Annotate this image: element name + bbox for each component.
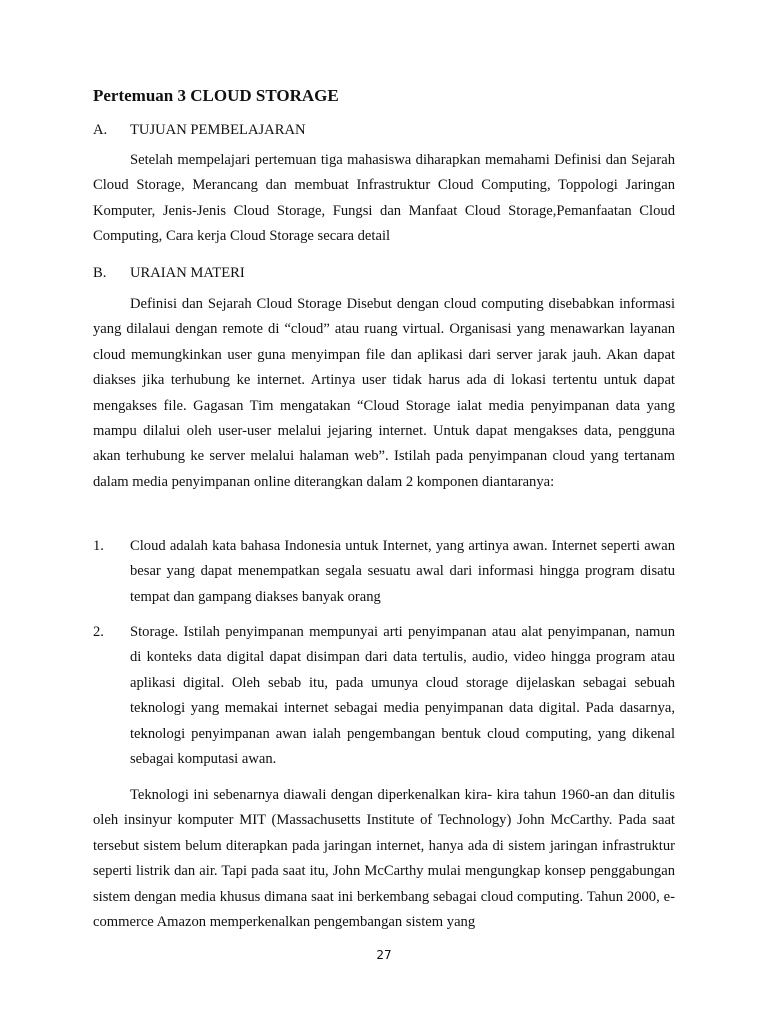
section-a-title: TUJUAN PEMBELAJARAN [130,122,306,138]
section-a-letter: A. [93,122,108,138]
list-item-text: Cloud adalah kata bahasa Indonesia untuk Internet, yang artinya awan. Internet seperti awan besar yang dapat menempatkan segala sesuatu awal dari informasi hingga program disatu tempat dan gampang diakses banyak orang [130,538,675,605]
section-a-paragraph: Setelah mempelajari pertemuan tiga mahasiswa diharapkan memahami Definisi dan Sejarah Cloud Storage, Merancang dan membuat Infrastruktur Cloud Computing, Toppologi Jaringan Komputer, Jenis-Jenis Cloud Storage, Fungsi dan Manfaat Cloud Storage,Pemanfaatan Cloud Computing, Cara kerja Cloud Storage secara detail [93,152,675,245]
list-item-number: 1. [93,538,104,554]
closing-paragraph: Teknologi ini sebenarnya diawali dengan diperkenalkan kira- kira tahun 1960-an dan ditulis oleh insinyur komputer MIT (Massachusetts Institute of Technology) John McCarthy. Pada saat tersebut sistem belum diterapkan pada jaringan internet, hanya ada di sistem jaringan infrastruktur seperti listrik dan air. Tapi pada saat itu, John McCarthy mulai mengungkap konsep penggabungan sistem dengan media khusus dimana saat ini berkembang sebagai cloud computing. Tahun 2000, e-commerce Amazon memperkenalkan pengembangan sistem yang [93,787,675,931]
list-item [93,534,675,610]
section-a-heading [93,122,306,139]
section-b-title: URAIAN MATERI [130,265,245,281]
section-b-letter: B. [93,265,107,281]
section-b-heading [93,265,245,282]
list-item-number: 2. [93,624,104,640]
page-number: 27 [376,948,392,962]
page-title: Pertemuan 3 CLOUD STORAGE [93,86,339,105]
list-item-text: Storage. Istilah penyimpanan mempunyai arti penyimpanan atau alat penyimpanan, namun di konteks data digital dapat disimpan dari data tertulis, audio, video hingga program atau aplikasi digital. Oleh sebab itu, pada umunya cloud storage dijelaskan sebagai sebuah teknologi yang memakai internet sebagai media penyimpanan data digital. Pada dasarnya, teknologi penyimpanan awan ialah pengembangan bentuk cloud computing, yang dikenal sebagai komputasi awan. [130,624,675,768]
section-b-paragraph: Definisi dan Sejarah Cloud Storage Disebut dengan cloud computing disebabkan informasi yang dilalaui dengan remote di “cloud” atau ruang virtual. Organisasi yang menawarkan layanan cloud memungkinkan user guna menyimpan file dan aplikasi dari server jarak jauh. Akan dapat diakses jika terhubung ke internet. Artinya user tidak harus ada di lokasi tertentu untuk dapat mengakses file. Gagasan Tim mengatakan “Cloud Storage ialat media penyimpanan data yang mampu dilalui oleh user-user melalui jejaring internet. Untuk dapat mengakses data, pengguna akan terhubung ke server melalui halaman web”. Istilah pada penyimpanan cloud yang tertanam dalam media penyimpanan online diterangkan dalam 2 komponen diantaranya: [93,296,675,490]
list-item [93,620,675,772]
